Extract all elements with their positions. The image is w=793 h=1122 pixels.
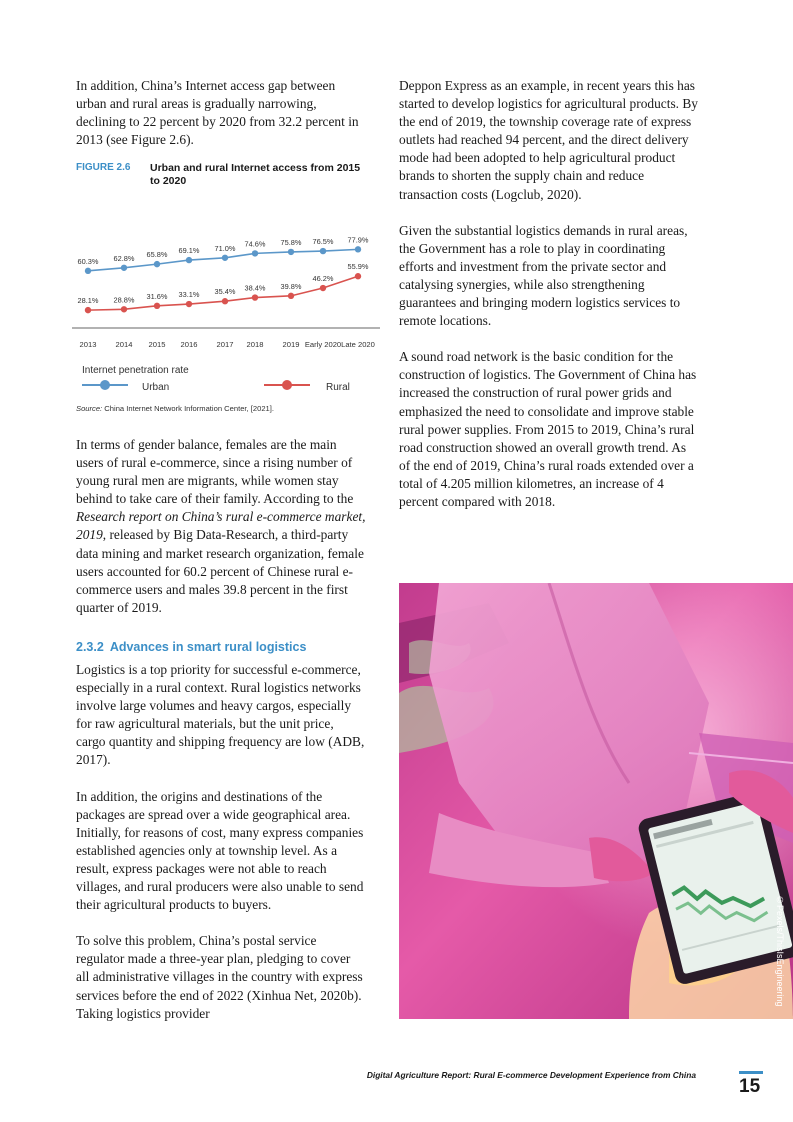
data-label-urban: 76.5% [312,237,334,247]
paragraph: Given the substantial logistics demands in rural areas, the Government has a role to play in coordinating efforts and investment from the private sector and catalysing synergies, while also strengthening guarantees and bringing modern logistics services to remote locations. [399,222,688,329]
x-tick-label: 2014 [115,340,133,349]
data-point-rural [186,301,192,307]
data-label-urban: 77.9% [347,235,369,245]
data-label-urban: 75.8% [280,237,302,247]
report-title-italic: Research report on China’s rural e-commerce market, 2019 [76,509,366,543]
data-label-rural: 55.9% [347,262,369,272]
internet-access-line-chart [72,210,382,355]
data-label-urban: 71.0% [214,243,236,253]
data-label-rural: 39.8% [280,281,302,291]
x-tick-label: 2019 [282,340,300,349]
data-point-urban [154,261,160,267]
photo-credit: ©Pexels/ThisIsEngineering [775,895,785,1007]
data-point-rural [320,285,326,291]
x-tick-label: 2016 [180,340,198,349]
data-label-urban: 69.1% [178,246,200,256]
section-heading [76,640,306,654]
paragraph [76,436,366,617]
data-point-urban [85,268,91,274]
paragraph: To solve this problem, China’s postal service regulator made a three-year plan, pledging to cover all administrative villages in the country with express services before the end of 2022 (Xinhua Net, 2020b). Taking logistics provider [76,933,363,1021]
x-tick-label: 2017 [216,340,234,349]
data-label-urban: 60.3% [77,256,99,266]
page-number: 15 [739,1076,761,1097]
paragraph: Deppon Express as an example, in recent years this has started to develop logistics for agricultural products. By the end of 2019, the township coverage rate of express outlets had reached 94 percent, and the direct delivery mode had been adopted to help agricultural product brands to shorten the supply chain and reduce transaction costs (Logclub, 2020). [399,78,698,202]
data-point-urban [252,250,258,256]
footer-report-title: Digital Agriculture Report: Rural E-commerce Development Experience from China [366,1070,696,1080]
tablet-photo [399,583,793,1019]
data-point-rural [121,306,127,312]
figure-label: FIGURE 2.6 [76,162,131,173]
data-label-rural: 28.1% [77,296,99,306]
data-label-urban: 62.8% [113,253,135,263]
legend-title: Internet penetration rate [82,365,189,376]
legend-rural-marker [282,380,292,390]
data-point-urban [355,246,361,252]
data-label-urban: 65.8% [146,250,168,260]
legend-urban-label: Urban [142,382,170,393]
data-label-rural: 31.6% [146,291,168,301]
data-label-rural: 35.4% [214,287,236,297]
right-text-block [399,77,699,529]
data-point-rural [355,273,361,279]
data-point-urban [222,255,228,261]
x-tick-label: Late 2020 [341,340,375,349]
gender-balance-text-block [76,436,366,635]
photo-illustration [399,583,793,1019]
text-run: , released by Big Data-Research, a third-party data mining and market research organization, female users accounted for 60.2 percent of Chinese rural e-commerce users and males 39.8 percent in the first quarter of 2019. [76,527,364,615]
paragraph: A sound road network is the basic condition for the construction of logistics. The Government of China has increased the construction of rural power grids and emphasized the need to consolidate and improve stable rural power supplies. From 2015 to 2019, China’s rural road construction showed an overall growth trend. As of the end of 2019, China’s rural roads extended over a total of 4.205 million kilometres, an increase of 4 percent compared with 2018. [399,349,697,509]
x-tick-label: 2013 [79,340,97,349]
paragraph: Logistics is a top priority for successful e-commerce, especially in a rural context. Rural logistics networks involve large volumes and heavy cargos, especially for raw agricultural materials, but the unit price, cargo quantity and shipping frequency are low (ADB, 2017). [76,662,365,768]
source-text: China Internet Network Information Center, [2021]. [104,404,274,413]
x-tick-label: Early 2020 [304,340,342,349]
legend-item-urban [82,380,202,394]
x-axis-ticks [80,340,375,349]
page-number-accent-bar [739,1071,763,1074]
data-label-urban: 74.6% [244,239,266,249]
data-point-rural [154,303,160,309]
legend-urban-marker [100,380,110,390]
x-tick-label: 2018 [246,340,264,349]
section-number: 2.3.2 [76,640,104,654]
text-run: In terms of gender balance, females are the main users of rural e-commerce, since a rising number of young rural men are migrants, while women stay behind to take care of their family. According to the [76,437,354,507]
data-label-rural: 33.1% [178,290,200,300]
intro-text-block [76,77,366,167]
section-body [76,661,366,1041]
legend-item-rural [264,380,374,394]
data-point-rural [288,293,294,299]
paragraph: In addition, China’s Internet access gap between urban and rural areas is gradually narrowing, declining to 22 percent by 2020 from 32.2 percent in 2013 (see Figure 2.6). [76,78,359,148]
figure-title: Urban and rural Internet access from 2015 to 2020 [150,162,361,187]
section-title: Advances in smart rural logistics [109,640,307,654]
data-label-rural: 46.2% [312,274,334,284]
data-point-rural [85,307,91,313]
data-label-rural: 38.4% [244,283,266,293]
paragraph: In addition, the origins and destinations of the packages are spread over a wide geographical area. Initially, for reasons of cost, many express companies established agencies only at township level. As a result, express packages were not able to reach villages, and rural producers were also unable to send their agricultural products to buyers. [76,788,364,913]
data-point-urban [288,249,294,255]
figure-source [76,404,274,413]
data-point-urban [320,248,326,254]
legend-rural-label: Rural [326,382,350,393]
data-label-rural: 28.8% [113,295,135,305]
urban-series [78,235,369,274]
data-point-urban [121,265,127,271]
data-point-rural [222,298,228,304]
data-point-rural [252,294,258,300]
rural-series [78,262,369,313]
data-point-urban [186,257,192,263]
source-label: Source: [76,404,103,413]
x-tick-label: 2015 [148,340,166,349]
